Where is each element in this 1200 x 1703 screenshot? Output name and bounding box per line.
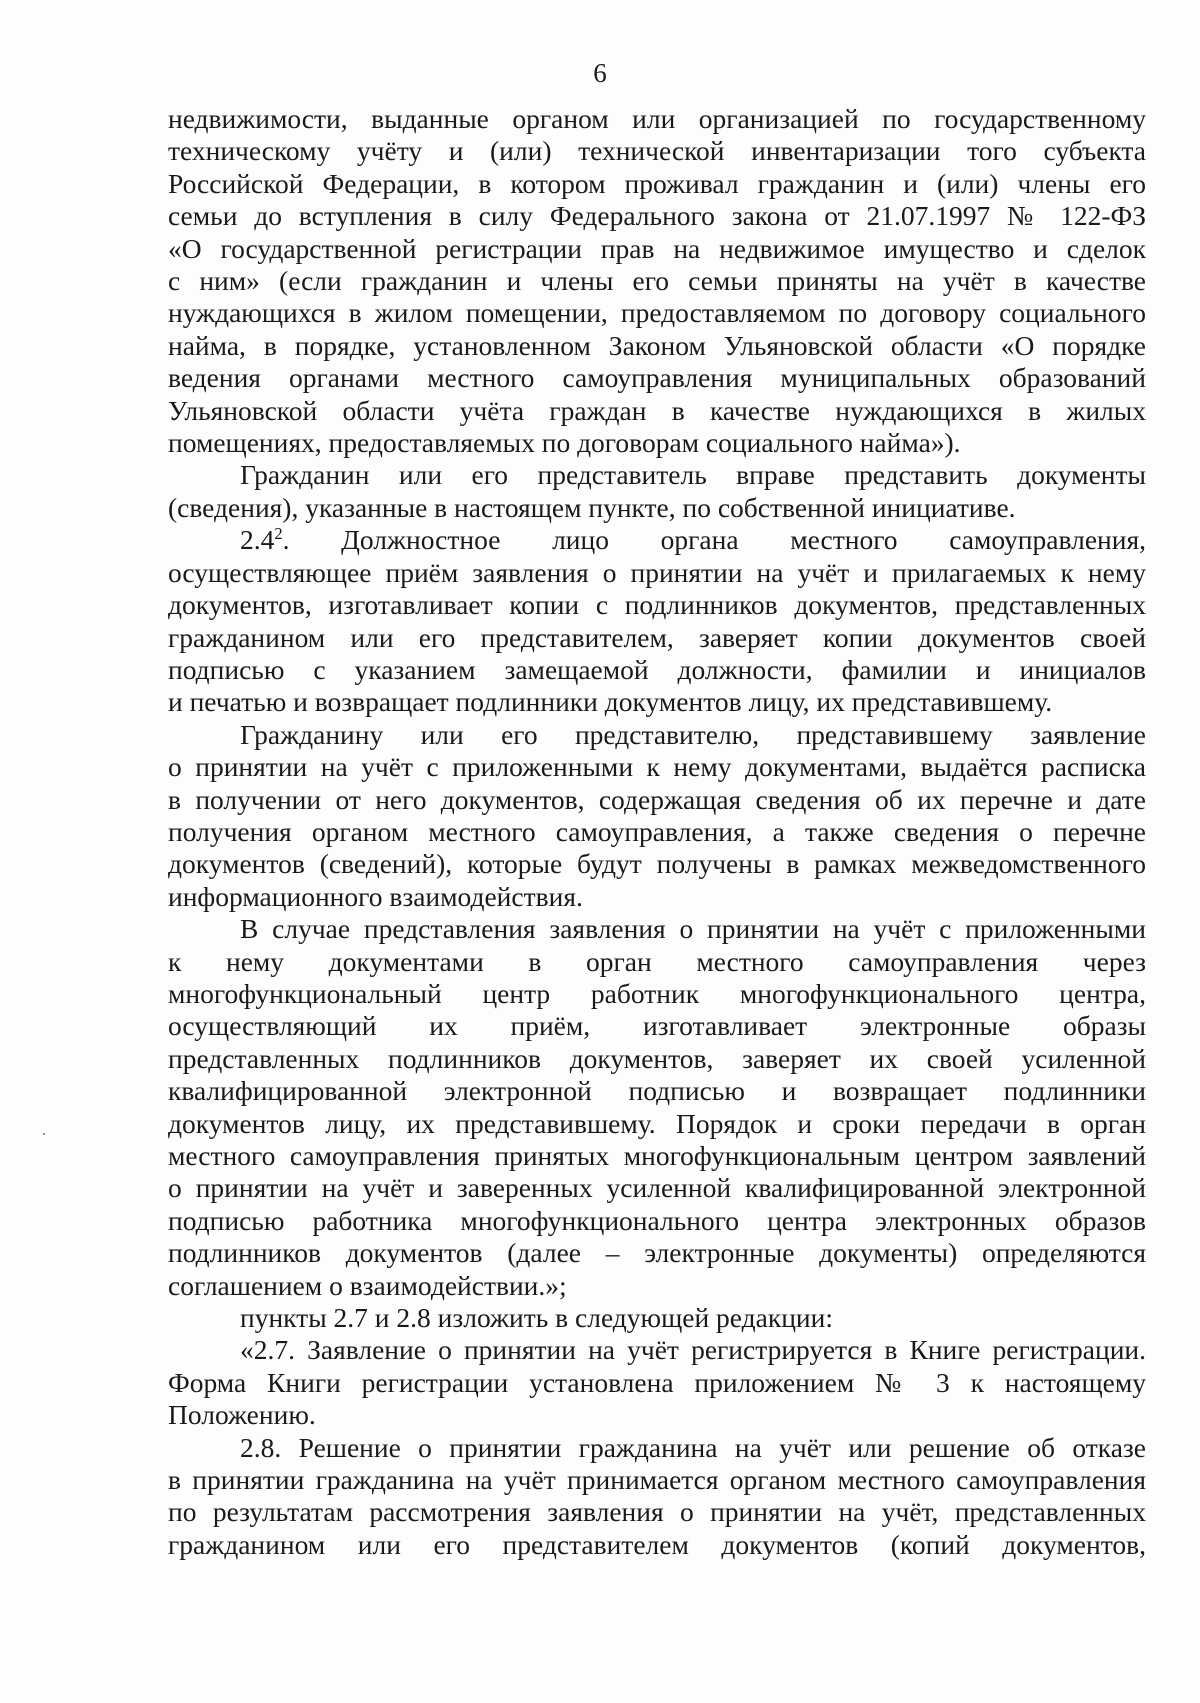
text-line-rest: . Должностное лицо органа местного самоуправления, — [282, 524, 1146, 556]
scan-speck — [43, 1133, 45, 1135]
text-line: «2.7. Заявление о принятии на учёт регистрируется в Книге регистрации. — [240, 1334, 1146, 1366]
text-line: найма, в порядке, установленном Законом Ульяновской области «О порядке — [168, 329, 1146, 361]
text-line: Форма Книги регистрации установлена приложением № 3 к настоящему — [168, 1366, 1146, 1398]
clause-superscript: 2 — [274, 524, 283, 544]
text-line — [168, 524, 1146, 556]
clause-number: 2.4 — [240, 524, 275, 556]
text-line: недвижимости, выданные органом или организацией по государственному — [168, 103, 1146, 134]
paragraph-clause-2-4-2 — [168, 524, 1146, 718]
text-line: осуществляющий их приём, изготавливает электронные образы — [168, 1010, 1146, 1042]
text-line: о принятии на учёт и заверенных усиленной квалифицированной электронной — [168, 1172, 1146, 1204]
text-line: Гражданин или его представитель вправе представить документы — [240, 459, 1146, 491]
text-line: в получении от него документов, содержащая сведения об их перечне и дате — [168, 783, 1146, 815]
paragraph — [168, 913, 1146, 1302]
text-line: квалифицированной электронной подписью и возвращает подлинники — [168, 1075, 1146, 1107]
text-line: соглашением о взаимодействии.»; — [168, 1269, 567, 1301]
text-line: пункты 2.7 и 2.8 изложить в следующей редакции: — [240, 1302, 833, 1334]
text-line: с ним» (если гражданин и члены его семьи приняты на учёт в качестве — [168, 265, 1146, 297]
text-line: документов лицу, их представившему. Порядок и сроки передачи в орган — [168, 1107, 1146, 1139]
text-line: «О государственной регистрации прав на недвижимое имущество и сделок — [168, 232, 1146, 264]
text-line: семьи до вступления в силу Федерального закона от 21.07.1997 № 122-ФЗ — [168, 200, 1146, 232]
paragraph-clause-2-7 — [168, 1334, 1146, 1431]
text-line: Российской Федерации, в котором проживал гражданин и (или) члены его — [168, 167, 1146, 199]
text-line: гражданином или его представителем документов (копий документов, — [168, 1528, 1146, 1560]
text-line: помещениях, предоставляемых по договорам социального найма»). — [168, 427, 961, 459]
document-body — [168, 103, 1146, 1561]
text-line: нуждающихся в жилом помещении, предоставляемом по договору социального — [168, 297, 1146, 329]
text-line: в принятии гражданина на учёт принимается органом местного самоуправления — [168, 1464, 1146, 1496]
paragraph-continuation — [168, 103, 1146, 459]
text-line: Гражданину или его представителю, представившему заявление — [240, 718, 1146, 750]
text-line: техническому учёту и (или) технической инвентаризации того субъекта — [168, 135, 1146, 167]
text-line: по результатам рассмотрения заявления о принятии на учёт, представленных — [168, 1496, 1146, 1528]
paragraph-clause-2-8 — [168, 1432, 1146, 1562]
text-line: 2.8. Решение о принятии гражданина на учёт или решение об отказе — [240, 1431, 1146, 1463]
text-line: подлинников документов (далее – электронные документы) определяются — [168, 1237, 1146, 1269]
text-line: о принятии на учёт с приложенными к нему документами, выдаётся расписка — [168, 751, 1146, 783]
text-line: местного самоуправления принятых многофункциональным центром заявлений — [168, 1140, 1146, 1171]
text-line: документов (сведений), которые будут получены в рамках межведомственного — [168, 848, 1146, 880]
text-line: подписью работника многофункционального центра электронных образов — [168, 1204, 1146, 1236]
paragraph — [168, 719, 1146, 913]
text-line: многофункциональный центр работник многофункционального центра, — [168, 977, 1146, 1009]
text-line: Положению. — [168, 1399, 316, 1431]
paragraph — [168, 459, 1146, 524]
text-line: В случае представления заявления о принятии на учёт с приложенными — [240, 913, 1146, 945]
text-line: (сведения), указанные в настоящем пункте, по собственной инициативе. — [168, 491, 1016, 523]
text-line: к нему документами в орган местного самоуправления через — [168, 945, 1146, 977]
text-line: документов, изготавливает копии с подлинников документов, представленных — [168, 589, 1146, 621]
text-line: Ульяновской области учёта граждан в качестве нуждающихся в жилых — [168, 394, 1146, 426]
text-line: представленных подлинников документов, заверяет их своей усиленной — [168, 1042, 1146, 1074]
text-line: ведения органами местного самоуправления муниципальных образований — [168, 362, 1146, 394]
page-number: 6 — [593, 58, 607, 88]
paragraph-amendment-intro — [168, 1302, 1146, 1334]
text-line: и печатью и возвращает подлинники документов лицу, их представившему. — [168, 686, 1053, 718]
text-line: гражданином или его представителем, заверяет копии документов своей — [168, 621, 1146, 653]
text-line: информационного взаимодействия. — [168, 880, 583, 912]
text-line: подписью с указанием замещаемой должности, фамилии и инициалов — [168, 653, 1146, 685]
text-line: получения органом местного самоуправления, а также сведения о перечне — [168, 815, 1146, 847]
text-line: осуществляющее приём заявления о принятии на учёт и прилагаемых к нему — [168, 556, 1146, 588]
